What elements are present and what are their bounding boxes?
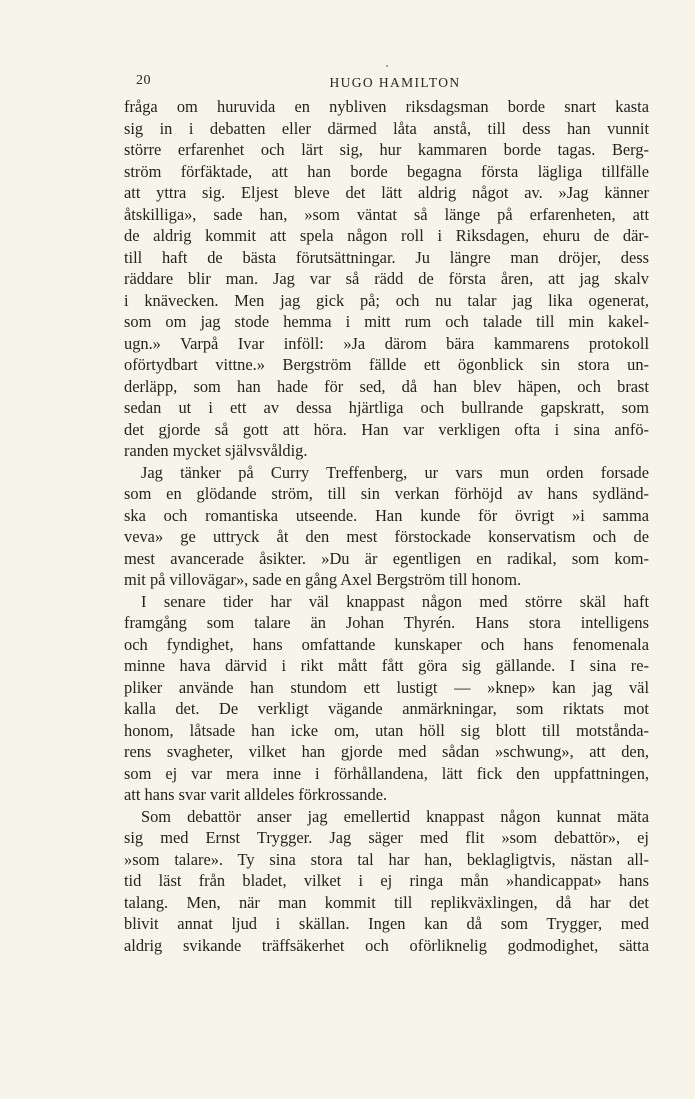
- text-line: aldrig svikande träffsäkerhet och oförliknelig godmodighet, sätta: [124, 935, 649, 955]
- text-line: oförtydbart vittne.» Bergström fällde ett ögonblick sin stora un-: [124, 355, 649, 374]
- text-line: veva» ge uttryck åt den mest förstockade konservatism och de: [124, 527, 649, 546]
- page-number: 20: [136, 73, 151, 88]
- text-line: att hans svar varit alldeles förkrossande.: [124, 785, 388, 804]
- text-line: sedan ut i ett av dessa hjärtliga och bullrande gapskratt, som: [124, 398, 649, 417]
- text-line: rens svagheter, vilket han gjorde med sådan »schwung», att den,: [124, 742, 649, 761]
- text-line: kalla det. De verkligt vägande anmärkningar, som riktats mot: [124, 699, 649, 718]
- text-line: sig med Ernst Trygger. Jag säger med flit »som debattör», ej: [124, 828, 649, 847]
- text-line: sig in i debatten eller därmed låta anstå, till dess han vunnit: [124, 118, 649, 138]
- text-line: i knävecken. Men jag gick på; och nu talar jag lika ogenerat,: [124, 290, 649, 310]
- text-line: som om jag stode hemma i mitt rum och talade till min kakel-: [124, 312, 649, 331]
- text-line: randen mycket självsvåldig.: [124, 441, 308, 460]
- text-line: derläpp, som han hade för sed, då han blev häpen, och brast: [124, 376, 649, 396]
- paper-speck: [386, 65, 388, 67]
- text-line: det gjorde så gott att höra. Han var verkligen ofta i sina anfö-: [124, 419, 649, 439]
- text-line: större erfarenhet och lärt sig, hur kammaren borde tagas. Berg-: [124, 140, 649, 159]
- text-line: ström förfäktade, att han borde begagna första lägliga tillfälle: [124, 161, 649, 181]
- text-line: minne hava därvid i rikt mått fått göra sig gällande. I sina re-: [124, 656, 649, 675]
- running-head: HUGO HAMILTON: [329, 75, 461, 90]
- text-line: tid läst från bladet, vilket i ej ringa mån »handicappat» hans: [124, 871, 649, 890]
- body-text: [124, 96, 649, 956]
- text-line: mit på villovägar», sade en gång Axel Bergström till honom.: [124, 570, 522, 589]
- text-line: framgång som talare än Johan Thyrén. Hans stora intelligens: [124, 613, 649, 632]
- text-line: honom, låtsade han icke om, utan höll sig blott till motstånda-: [124, 720, 649, 740]
- text-line: talang. Men, när man kommit till replikväxlingen, då har det: [124, 892, 649, 912]
- text-line: räddare blir man. Jag var så rädd de första åren, att jag skalv: [124, 269, 649, 288]
- text-line: åtskilliga», sade han, »som väntat så länge på erfarenheten, att: [124, 204, 649, 224]
- text-line: som ej var mera inne i förhållandena, lätt fick den uppfattningen,: [124, 763, 649, 783]
- text-line: Som debattör anser jag emellertid knappast någon kunnat mäta: [141, 806, 649, 826]
- text-line: mest avancerade åsikter. »Du är egentligen en radikal, som kom-: [124, 548, 649, 568]
- text-line: att yttra sig. Eljest bleve det lätt aldrig något av. »Jag känner: [124, 183, 649, 202]
- text-line: »som talare». Ty sina stora tal har han, beklagligtvis, nästan all-: [124, 849, 649, 869]
- text-line: de aldrig kommit att spela någon roll i Riksdagen, ehuru de där-: [124, 226, 649, 245]
- text-line: blivit annat ljud i skällan. Ingen kan då som Trygger, med: [124, 914, 649, 933]
- text-line: till haft de bästa förutsättningar. Ju längre man dröjer, dess: [124, 247, 649, 267]
- text-line: Jag tänker på Curry Treffenberg, ur vars mun orden forsade: [141, 462, 649, 482]
- text-line: och fyndighet, hans omfattande kunskaper och hans fenomenala: [124, 634, 649, 654]
- text-line: ska och romantiska utseende. Han kunde för övrigt »i samma: [124, 505, 649, 525]
- text-line: ugn.» Varpå Ivar inföll: »Ja därom bära kammarens protokoll: [124, 333, 649, 353]
- text-line: pliker använde han stundom ett lustigt — »knep» kan jag väl: [124, 677, 649, 697]
- text-line: I senare tider har väl knappast någon med större skäl haft: [141, 591, 649, 611]
- text-line: fråga om huruvida en nybliven riksdagsman borde snart kasta: [124, 97, 649, 116]
- text-line: som en glödande ström, till sin verkan förhöjd av hans sydländ-: [124, 484, 649, 503]
